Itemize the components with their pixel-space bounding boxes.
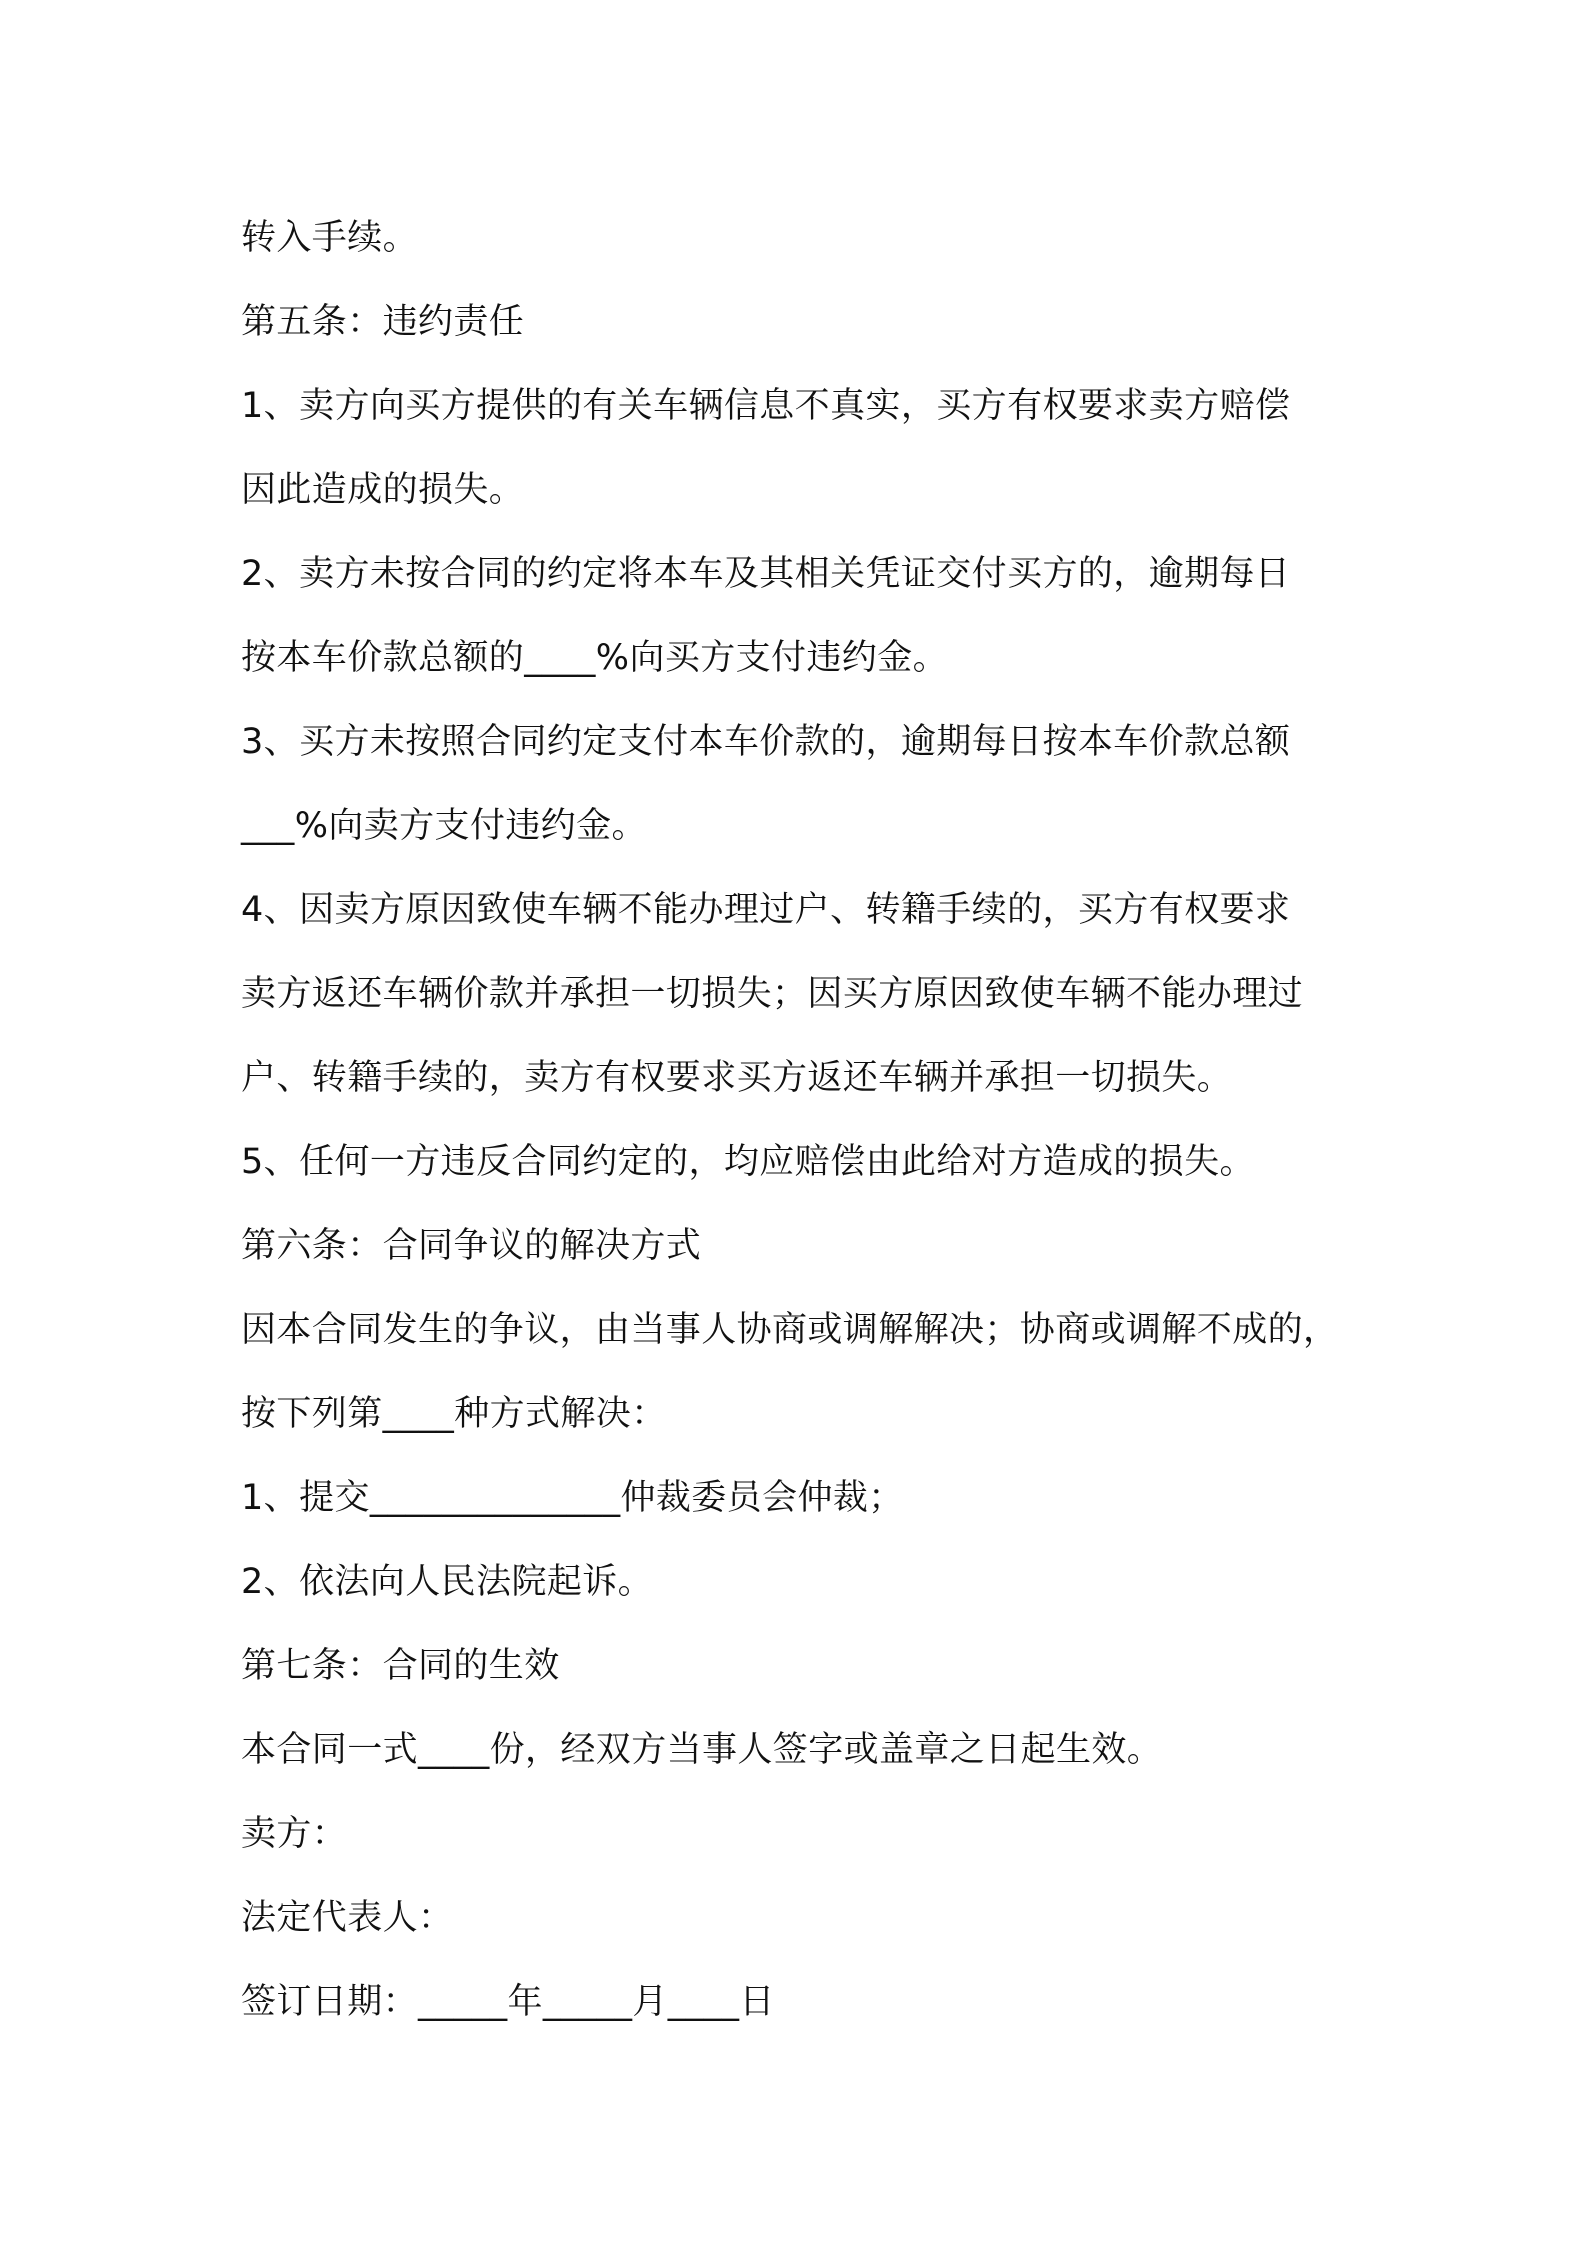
- text-line: 2、依法向人民法院起诉。: [241, 1562, 654, 1602]
- text-line: 1、提交______________仲裁委员会仲裁；: [241, 1478, 904, 1518]
- signing-date-label: 签订日期：_____年_____月____日: [241, 1982, 775, 2022]
- text-line: 按下列第____种方式解决：: [241, 1394, 667, 1434]
- text-line: 转入手续。: [241, 218, 419, 258]
- text-line: 因本合同发生的争议，由当事人协商或调解解决；协商或调解不成的，: [241, 1310, 1339, 1350]
- text-line: 1、卖方向买方提供的有关车辆信息不真实，买方有权要求卖方赔偿: [241, 386, 1291, 426]
- article-7-heading: 第七条：合同的生效: [241, 1646, 560, 1686]
- text-line: 本合同一式____份，经双方当事人签字或盖章之日起生效。: [241, 1730, 1163, 1770]
- text-line: 5、任何一方违反合同约定的，均应赔偿由此给对方造成的损失。: [241, 1142, 1255, 1182]
- text-line: ___%向卖方支付违约金。: [241, 806, 647, 846]
- legal-representative-label: 法定代表人：: [241, 1898, 454, 1938]
- contract-text: [241, 196, 1366, 2044]
- text-line: 3、买方未按照合同约定支付本车价款的，逾期每日按本车价款总额: [241, 722, 1291, 762]
- text-line: 4、因卖方原因致使车辆不能办理过户、转籍手续的，买方有权要求: [241, 890, 1291, 930]
- article-6-heading: 第六条：合同争议的解决方式: [241, 1226, 702, 1266]
- text-line: 按本车价款总额的____%向买方支付违约金。: [241, 638, 949, 678]
- seller-label: 卖方：: [241, 1814, 348, 1854]
- text-line: 户、转籍手续的，卖方有权要求买方返还车辆并承担一切损失。: [241, 1058, 1233, 1098]
- article-5-heading: 第五条：违约责任: [241, 302, 525, 342]
- text-line: 2、卖方未按合同的约定将本车及其相关凭证交付买方的，逾期每日: [241, 554, 1291, 594]
- text-line: 卖方返还车辆价款并承担一切损失；因买方原因致使车辆不能办理过: [241, 974, 1304, 1014]
- text-line: 因此造成的损失。: [241, 470, 525, 510]
